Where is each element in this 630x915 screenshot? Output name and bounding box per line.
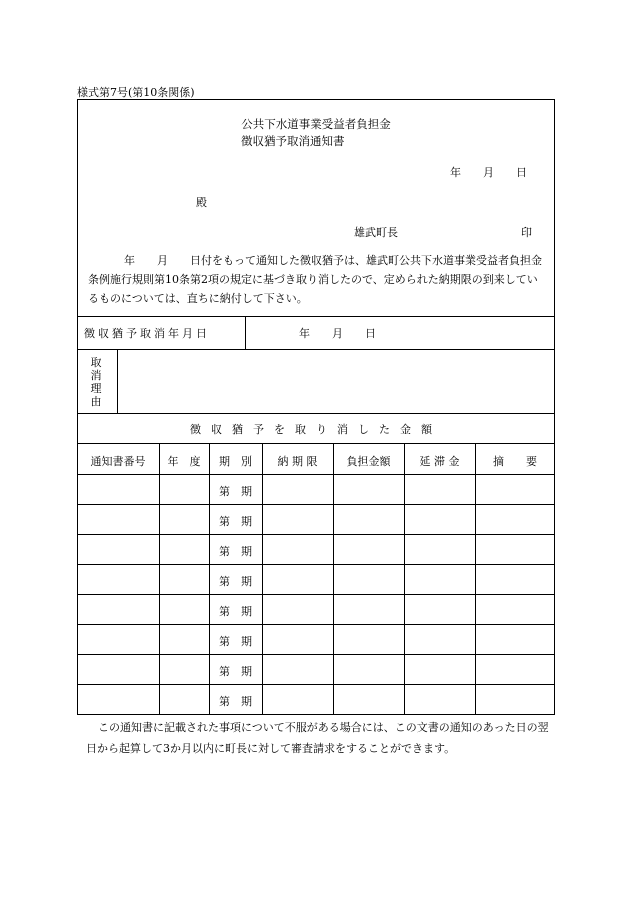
period-cell-1: 第 期 — [219, 485, 252, 498]
col-line-4 — [333, 443, 334, 715]
period-cell-5: 第 期 — [219, 605, 252, 618]
form-frame — [77, 99, 555, 715]
form-label: 様式第7号(第10条関係) — [77, 86, 195, 99]
row-line-8 — [77, 684, 555, 685]
col-header-notice-no: 通知書番号 — [90, 455, 146, 468]
col-line-1 — [159, 443, 160, 715]
period-cell-4: 第 期 — [219, 575, 252, 588]
notice-body-text: 年 月 日付をもって通知した徴収猶予は、雄武町公共下水道事業受益者負担金条例施行規則第10条第2項の規定に基づき取り消したので、定められた納期限の到来しているものについては、直ちに納付して下さい。 — [88, 254, 542, 305]
period-cell-2: 第 期 — [219, 515, 252, 528]
period-cell-6: 第 期 — [219, 635, 252, 648]
cancel-date-value: 年 月 日 — [299, 327, 376, 340]
title-line-1: 公共下水道事業受益者負担金 — [241, 117, 391, 131]
seal-mark: 印 — [521, 226, 532, 239]
divider-2 — [77, 349, 555, 350]
col-header-period: 期 別 — [219, 455, 252, 468]
divider-1 — [77, 316, 555, 317]
title-line-2: 徴収猶予取消通知書 — [241, 134, 345, 148]
appeal-note — [86, 717, 556, 759]
col-header-amount: 負担金額 — [346, 455, 391, 468]
row-line-1 — [77, 474, 555, 475]
col-header-due-date: 納 期 限 — [277, 455, 318, 468]
row-line-5 — [77, 594, 555, 595]
col-header-late-fee: 延 滞 金 — [419, 455, 460, 468]
reason-label: 取消理由 — [90, 356, 102, 408]
period-cell-7: 第 期 — [219, 665, 252, 678]
row-line-7 — [77, 654, 555, 655]
col-line-3 — [262, 443, 263, 715]
period-cell-8: 第 期 — [219, 695, 252, 708]
row-line-6 — [77, 624, 555, 625]
amount-header: 徴収猶予を取り消した金額 — [190, 423, 442, 436]
divider-3 — [77, 413, 555, 414]
addressee-suffix: 殿 — [196, 196, 207, 209]
col-line-6 — [475, 443, 476, 715]
period-cell-3: 第 期 — [219, 545, 252, 558]
row-line-4 — [77, 564, 555, 565]
col-header-remarks: 摘 要 — [493, 455, 537, 468]
col-header-year: 年 度 — [167, 455, 201, 468]
notice-body — [88, 251, 546, 308]
issuer-name: 雄武町長 — [354, 226, 398, 239]
cancel-date-label: 徴収猶予取消年月日 — [84, 327, 210, 340]
issue-date: 年 月 日 — [450, 166, 527, 179]
cancel-date-divider — [245, 316, 246, 349]
table-header-top — [77, 443, 555, 444]
reason-divider — [117, 349, 118, 413]
appeal-note-text: この通知書に記載された事項について不服がある場合には、この文書の通知のあった日の翌日から起算して3か月以内に町長に対して審査請求をすることができます。 — [86, 721, 549, 755]
row-line-3 — [77, 534, 555, 535]
row-line-2 — [77, 504, 555, 505]
col-line-5 — [404, 443, 405, 715]
